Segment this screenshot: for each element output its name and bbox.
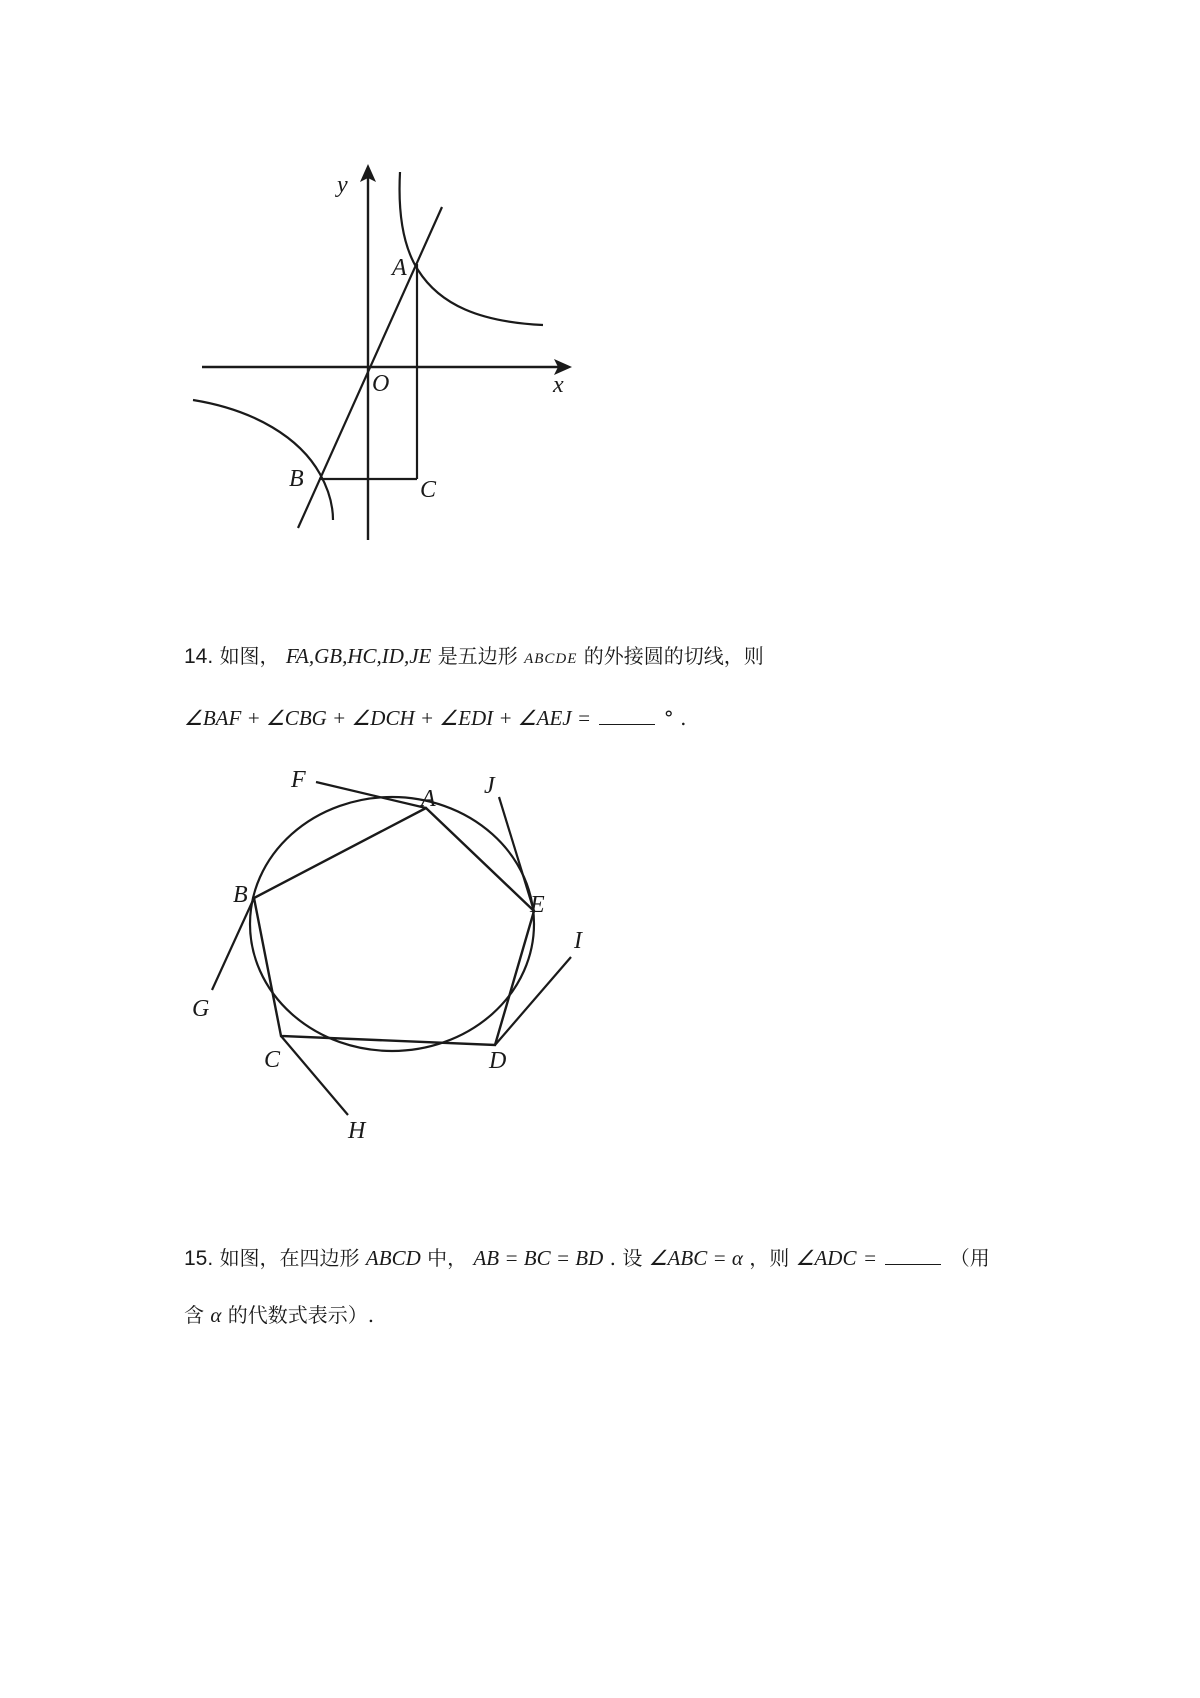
label-I: I <box>574 928 582 954</box>
q15-set: 设 <box>622 1246 643 1270</box>
q15-angle-given: ∠ABC = α <box>648 1246 743 1270</box>
label-F: F <box>291 767 306 793</box>
q15-line2-b: 的代数式表示）. <box>227 1303 375 1327</box>
q14-expression: ∠BAF + ∠CBG + ∠DCH + ∠EDI + ∠AEJ = <box>184 706 592 730</box>
q15-line-1 <box>184 1243 990 1274</box>
q14-tangents: FA,GB,HC,ID,JE <box>285 644 432 668</box>
q15-paren: （用 <box>949 1246 990 1270</box>
q15-line2-a: 含 <box>184 1303 204 1327</box>
label-C: C <box>420 477 437 503</box>
label-H: H <box>348 1118 366 1144</box>
q15-dot: . <box>609 1246 617 1270</box>
q15-intro: 如图，在四边形 <box>219 1246 360 1270</box>
label-J: J <box>484 773 495 799</box>
label-y: y <box>337 172 348 198</box>
q14-polygon: ABCDE <box>524 651 578 667</box>
label-B2: B <box>233 882 248 908</box>
label-A2: A <box>421 786 436 812</box>
label-origin: O <box>372 371 390 397</box>
q14-intro: 如图， <box>219 644 280 668</box>
q14-degree-unit: ° <box>663 706 674 730</box>
q14-tail: 的外接圆的切线，则 <box>583 644 764 668</box>
label-D: D <box>489 1048 507 1074</box>
q15-eq: = <box>862 1246 877 1270</box>
tangent-ID <box>495 957 571 1045</box>
q15-answer-blank[interactable] <box>885 1246 941 1265</box>
label-x: x <box>553 372 564 398</box>
tangent-FA <box>316 782 426 808</box>
q14-mid: 是五边形 <box>437 644 518 668</box>
pentagon-ABCDE <box>254 808 534 1045</box>
tangent-GB <box>212 898 254 990</box>
circumcircle <box>250 797 534 1051</box>
q15-line-2 <box>184 1300 374 1330</box>
q15-zhong: 中， <box>427 1246 468 1270</box>
q15-number: 15. <box>184 1247 214 1270</box>
q15-comma: ，则 <box>749 1246 790 1270</box>
q15-equal: AB = BC = BD <box>473 1246 604 1270</box>
q14-end: . <box>680 706 687 730</box>
q15-alpha: α <box>210 1303 222 1327</box>
q15-angle-asked: ∠ADC <box>795 1246 857 1270</box>
label-E: E <box>530 892 545 918</box>
tangent-HC <box>281 1036 348 1115</box>
label-A: A <box>392 255 407 281</box>
q14-number: 14. <box>184 645 214 668</box>
q15-quad: ABCD <box>365 1246 421 1270</box>
label-G: G <box>192 996 210 1022</box>
label-C2: C <box>264 1047 281 1073</box>
label-B: B <box>289 466 304 492</box>
